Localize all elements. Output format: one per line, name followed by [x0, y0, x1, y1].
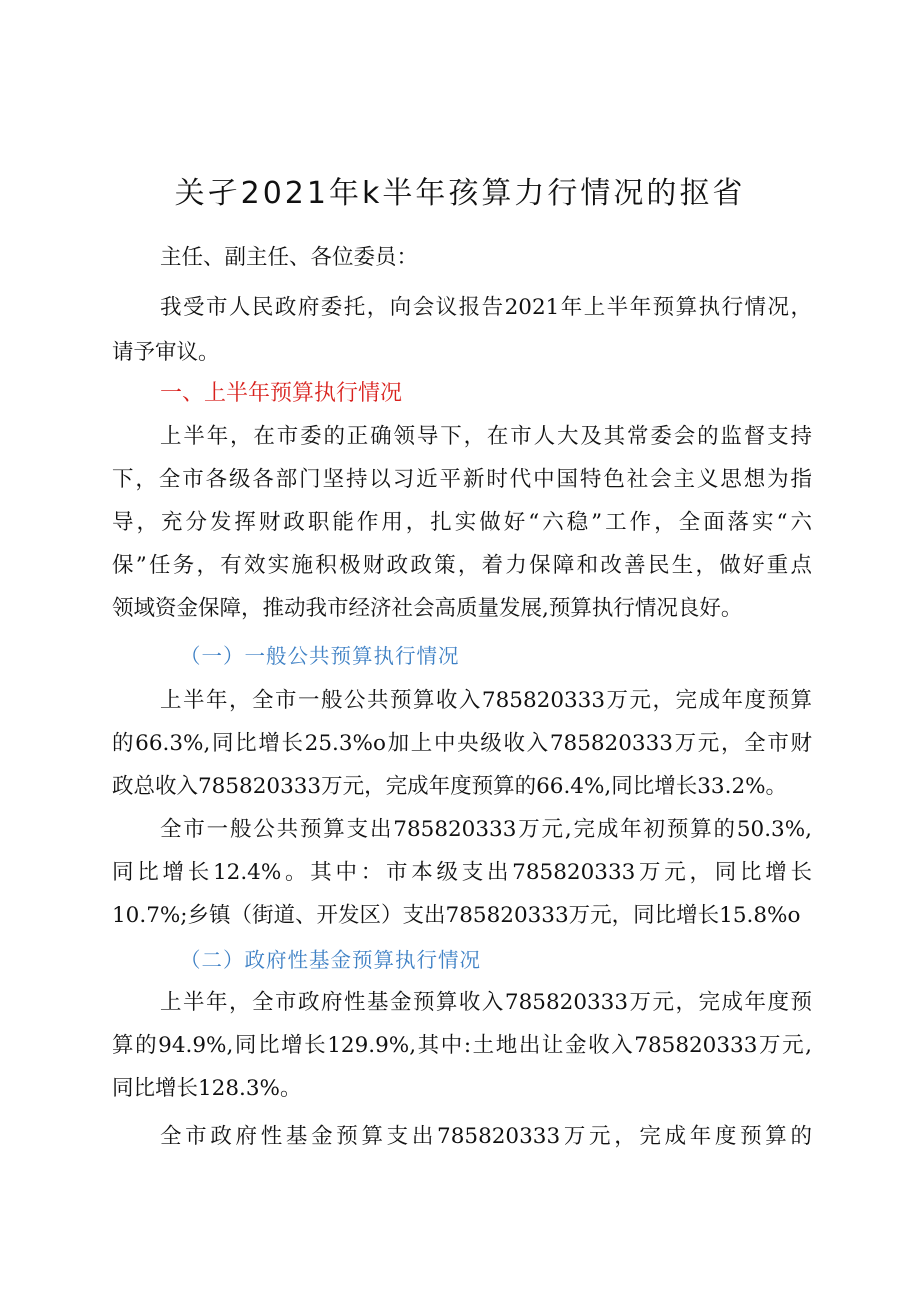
subsection-heading: （一）一般公共预算执行情况: [180, 644, 460, 668]
intro-line-2: 请予审议。: [112, 340, 220, 365]
section1-line-5: 领域资金保障，推动我市经济社会高质量发展,预算执行情况良好。: [112, 596, 743, 621]
intro-line-1: 我受市人民政府委托，向会议报告2021年上半年预算执行情况，: [160, 295, 812, 320]
sub1-p2-line-2: 同比增长12.4%。其中：市本级支出785820333万元，同比增长: [112, 860, 812, 885]
sub1-p1-line-3: 政总收入785820333万元，完成年度预算的66.4%,同比增长33.2%。: [112, 774, 788, 799]
sub2-p1-line-1: 上半年，全市政府性基金预算收入785820333万元，完成年度预: [160, 990, 812, 1015]
subsection-heading: （二）政府性基金预算执行情况: [180, 948, 481, 972]
document-title: 关孑2021年k半年孩算力行情况的抠省: [174, 176, 746, 211]
sub1-p1-line-2: 的66.3%,同比增长25.3%o加上中央级收入785820333万元，全市财: [112, 731, 812, 756]
sub1-p2-line-3: 10.7%;乡镇（街道、开发区）支出785820333万元，同比增长15.8%o: [112, 903, 801, 928]
section1-line-2: 下，全市各级各部门坚持以习近平新时代中国特色社会主义思想为指: [112, 467, 812, 492]
section1-line-4: 保”任务，有效实施积极财政政策，着力保障和改善民生，做好重点: [112, 553, 812, 578]
sub1-p2-line-1: 全市一般公共预算支出785820333万元,完成年初预算的50.3%,: [160, 817, 812, 842]
sub2-p1-line-2: 算的94.9%,同比增长129.9%,其中:土地出让金收入785820333万元,: [112, 1033, 812, 1058]
sub1-p1-line-1: 上半年，全市一般公共预算收入785820333万元，完成年度预算: [160, 688, 812, 713]
sub2-p2-line-1: 全市政府性基金预算支出785820333万元，完成年度预算的: [160, 1124, 812, 1149]
sub2-p1-line-3: 同比增长128.3%。: [112, 1076, 302, 1101]
section1-line-1: 上半年，在市委的正确领导下，在市人大及其常委会的监督支持: [160, 424, 812, 449]
salutation: 主任、副主任、各位委员：: [160, 245, 419, 270]
section-heading: 一、上半年预算执行情况: [160, 381, 403, 406]
section1-line-3: 导，充分发挥财政职能作用，扎实做好“六稳”工作，全面落实“六: [112, 510, 812, 535]
